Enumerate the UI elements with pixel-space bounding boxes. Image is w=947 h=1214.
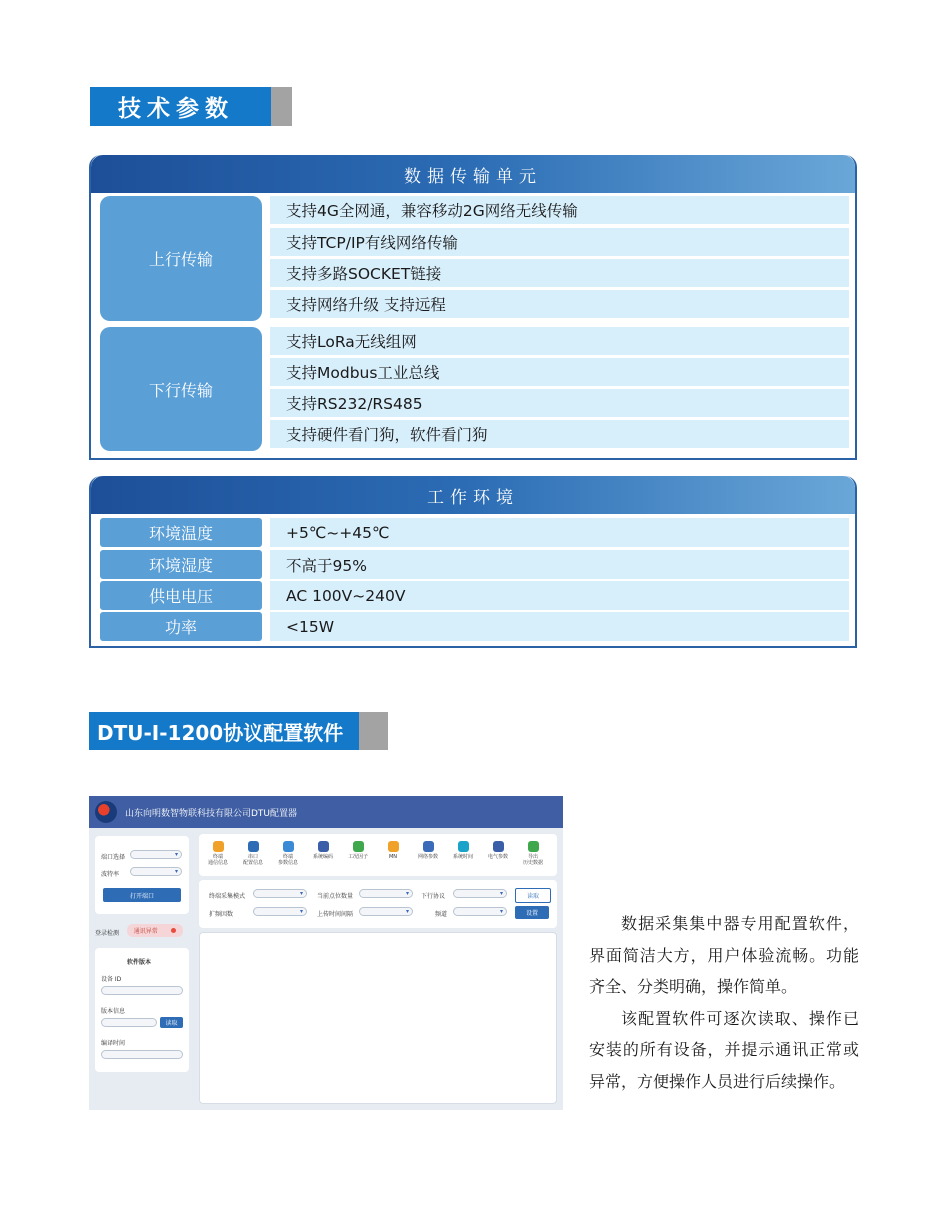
compile-time-field[interactable]: [101, 1050, 183, 1059]
terminal-comm-icon: [213, 841, 224, 852]
system-time-icon: [458, 841, 469, 852]
toolbar-label: 工况因子: [347, 854, 368, 860]
down-protocol-select[interactable]: ▾: [453, 889, 507, 898]
collect-mode-select[interactable]: ▾: [253, 889, 307, 898]
spread-factor-label: 扩频因数: [209, 911, 234, 918]
environment-table: [89, 476, 857, 648]
downlink-label: 下行传输: [100, 327, 262, 451]
toolbar-label: 电气参数: [487, 854, 508, 860]
software-screenshot: [89, 796, 563, 1110]
down-protocol-label: 下行协议: [421, 893, 446, 900]
device-id-field[interactable]: [101, 986, 183, 995]
toolbar-btn-serial-config[interactable]: [236, 836, 270, 872]
version-title: 软件版本: [127, 959, 152, 966]
section-title-accent: [359, 712, 388, 750]
upload-interval-label: 上传时间间隔: [317, 911, 354, 918]
toolbar-btn-terminal-params[interactable]: [271, 836, 305, 872]
env-key: 环境湿度: [100, 550, 262, 579]
uplink-item: 支持多路SOCKET链接: [270, 259, 849, 287]
data-output-area[interactable]: [199, 932, 557, 1104]
spread-factor-select[interactable]: ▾: [253, 907, 307, 916]
collect-mode-label: 终端采集模式: [209, 893, 246, 900]
condition-factor-icon: [353, 841, 364, 852]
current-points-label: 当前点位数量: [317, 893, 354, 900]
electric-params-icon: [493, 841, 504, 852]
software-title-bar: [89, 796, 563, 828]
login-check-label: 登录检测: [95, 930, 120, 937]
toolbar-btn-system-time[interactable]: [446, 836, 480, 872]
uplink-item: 支持TCP/IP有线网络传输: [270, 228, 849, 256]
version-info-field[interactable]: [101, 1018, 157, 1027]
toolbar-label: 终端 通信信息: [207, 854, 228, 866]
env-value: AC 100V~240V: [270, 581, 849, 610]
company-logo-icon: [95, 801, 117, 823]
env-value: 不高于95%: [270, 550, 849, 579]
software-sidebar: [89, 828, 195, 1110]
toolbar-label: 网络参数: [417, 854, 438, 860]
env-key: 功率: [100, 612, 262, 641]
comm-status-text: 通讯异常: [133, 928, 158, 935]
toolbar-label: 串口 配置信息: [242, 854, 263, 866]
env-row-voltage: [100, 581, 849, 610]
env-key: 供电电压: [100, 581, 262, 610]
uplink-group: [100, 196, 849, 321]
toolbar-label: MN: [388, 854, 398, 860]
channel-label: 频道: [435, 911, 448, 918]
section-title-accent: [271, 87, 292, 126]
terminal-params-icon: [283, 841, 294, 852]
serial-config-icon: [248, 841, 259, 852]
toolbar-panel: [199, 834, 557, 876]
system-code-icon: [318, 841, 329, 852]
toolbar-btn-network-params[interactable]: [411, 836, 445, 872]
downlink-item: 支持RS232/RS485: [270, 389, 849, 417]
port-panel: [95, 836, 189, 914]
software-description: [589, 908, 859, 1097]
dtu-spec-table: [89, 155, 857, 460]
toolbar-btn-condition-factor[interactable]: [341, 836, 375, 872]
upload-interval-select[interactable]: ▾: [359, 907, 413, 916]
software-window-title: 山东向明数智物联科技有限公司DTU配置器: [125, 808, 298, 819]
toolbar-label: 导出 历史数据: [522, 854, 543, 866]
read-version-button[interactable]: 读取: [160, 1017, 183, 1028]
compile-time-label: 编译时间: [101, 1040, 126, 1047]
version-panel: [95, 948, 189, 1072]
toolbar-btn-electric-params[interactable]: [481, 836, 515, 872]
form-panel: [199, 880, 557, 928]
section-title-label: DTU-I-1200协议配置软件: [89, 712, 359, 750]
description-paragraph: 该配置软件可逐次读取、操作已安装的所有设备，并提示通讯正常或异常，方便操作人员进行后续操作。: [589, 1008, 859, 1091]
section-title-tech-params: [90, 87, 292, 126]
env-row-temperature: [100, 518, 849, 547]
env-value: +5℃~+45℃: [270, 518, 849, 547]
dtu-table-header: 数据传输单元: [91, 155, 855, 193]
port-select[interactable]: ▾: [130, 850, 182, 859]
baud-rate-label: 波特率: [101, 871, 120, 878]
env-row-power: [100, 612, 849, 641]
comm-status-badge: [127, 924, 183, 937]
downlink-item: 支持LoRa无线组网: [270, 327, 849, 355]
export-history-icon: [528, 841, 539, 852]
version-info-label: 版本信息: [101, 1008, 126, 1015]
section-title-label: 技术参数: [90, 87, 271, 126]
uplink-item: 支持网络升级 支持远程: [270, 290, 849, 318]
toolbar-label: 系统时间: [452, 854, 473, 860]
env-row-humidity: [100, 550, 849, 579]
open-port-button[interactable]: 打开端口: [103, 888, 181, 902]
baud-rate-select[interactable]: ▾: [130, 867, 182, 876]
toolbar-btn-export-history[interactable]: [516, 836, 550, 872]
toolbar-btn-system-code[interactable]: [306, 836, 340, 872]
toolbar-label: 终端 参数信息: [277, 854, 298, 866]
env-key: 环境温度: [100, 518, 262, 547]
toolbar-btn-mn[interactable]: [376, 836, 410, 872]
uplink-label: 上行传输: [100, 196, 262, 321]
channel-select[interactable]: ▾: [453, 907, 507, 916]
section-title-software: [89, 712, 388, 750]
uplink-item: 支持4G全网通，兼容移动2G网络无线传输: [270, 196, 849, 224]
toolbar-label: 系统编码: [312, 854, 333, 860]
mn-icon: [388, 841, 399, 852]
toolbar-btn-terminal-comm[interactable]: [201, 836, 235, 872]
downlink-group: [100, 327, 849, 451]
port-select-label: 端口选择: [101, 854, 126, 861]
read-button[interactable]: 读取: [515, 888, 551, 903]
env-value: <15W: [270, 612, 849, 641]
status-dot-icon: [171, 928, 176, 933]
downlink-item: 支持Modbus工业总线: [270, 358, 849, 386]
description-paragraph: 数据采集集中器专用配置软件，界面简洁大方，用户体验流畅。功能齐全、分类明确，操作简单。: [589, 914, 859, 996]
device-id-label: 设备 ID: [101, 976, 122, 983]
current-points-select[interactable]: ▾: [359, 889, 413, 898]
env-table-header: 工作环境: [91, 476, 855, 514]
downlink-item: 支持硬件看门狗，软件看门狗: [270, 420, 849, 448]
network-params-icon: [423, 841, 434, 852]
set-button[interactable]: 设置: [515, 906, 549, 919]
